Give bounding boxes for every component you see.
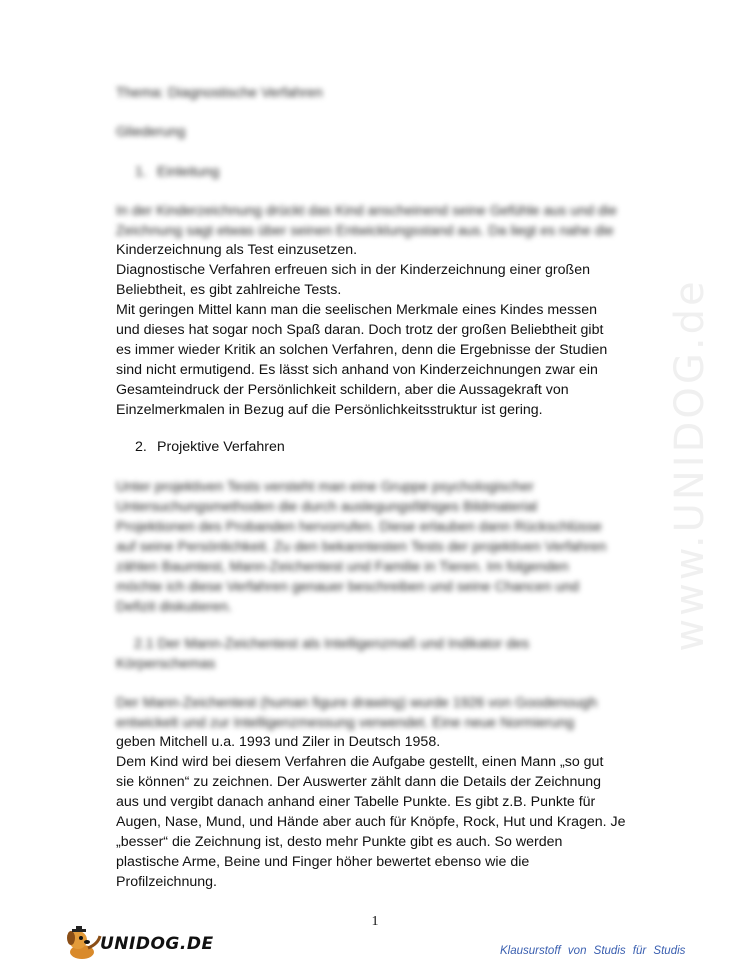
section1-intro-blurred: In der Kinderzeichnung drückt das Kind anscheinend seine Gefühle aus und die Zeichnung sagt etwas über seinen Entwicklungsstand aus. Da liegt es nahe die — [116, 203, 617, 239]
subsection21-heading-blurred: 2.1 Der Mann-Zeichentest als Intelligenzmaß und Indikator des Körperschemas — [116, 636, 530, 672]
subsection21-intro-blurred: Der Mann-Zeichentest (human figure drawing) wurde 1926 von Goodenough entwickelt und zur Intelligenzmessung verwendet. Eine neue Normierung — [116, 695, 598, 731]
section2-paragraph-blurred: Unter projektiven Tests versteht man eine Gruppe psychologischer Untersuchungsmethoden die durch auslegungsfähiges Bildmaterial Projektionen des Probanden hervorrufen. Diese erlauben dann Rückschlüsse auf seine Persönlichkeit. Zu den bekanntesten Tests der projektiven Verfahren zählen Baumtest, Mann-Zeichentest und Familie in Tieren. Im folgenden möchte ich diese Verfahren genauer beschreiben und seine Chancen und Defizit diskutieren. — [116, 479, 607, 615]
section2-heading: 2. Projektive Verfahren — [135, 439, 285, 455]
subsection21-paragraph: geben Mitchell u.a. 1993 und Ziler in Deutsch 1958. Dem Kind wird bei diesem Verfahren die Aufgabe gestellt, einen Mann „so gut sie können“ zu zeichnen. Der Auswerter zählt dann die Details der Zeichnung aus und vergibt danach anhand einer Tabelle Punkte. Es gibt z.B. Punkte für Augen, Nase, Mund, und Hände aber auch für Knöpfe, Rock, Hut und Kragen. Je „besser“ die Zeichnung ist, desto mehr Punkte gibt es auch. So werden plastische Arme, Beine und Finger höher bewertet ebenso wie die Profilzeichnung. — [116, 734, 626, 890]
outline-heading: Gliederung — [116, 124, 186, 140]
dog-mascot-icon — [64, 926, 104, 962]
footer-logo[interactable] — [64, 926, 214, 962]
logo-text: UNIDOG.DE — [100, 934, 214, 954]
footer-tagline: Klausurstoff von Studis für Studis — [500, 945, 686, 957]
page-number: 1 — [371, 914, 379, 929]
section1-heading: 1. Einleitung — [135, 164, 220, 180]
section1-paragraph: Kinderzeichnung als Test einzusetzen. Diagnostische Verfahren erfreuen sich in der Kinderzeichnung einer großen Beliebtheit, es gibt zahlreiche Tests. Mit geringen Mittel kann man die seelischen Merkmale eines Kindes messen und dieses hat sogar noch Spaß daran. Doch trotz der großen Beliebtheit gibt es immer wieder Kritik an solchen Verfahren, denn die Ergebnisse der Studien sind nicht ermutigend. Es lässt sich anhand von Kinderzeichnungen zwar ein Gesamteindruck der Persönlichkeit schildern, aber die Aussagekraft von Einzelmerkmalen in Bezug auf die Persönlichkeitsstruktur ist gering. — [116, 242, 608, 418]
watermark: www.UNIDOG.de — [667, 278, 713, 652]
topic-line: Thema: Diagnostische Verfahren — [116, 85, 323, 101]
